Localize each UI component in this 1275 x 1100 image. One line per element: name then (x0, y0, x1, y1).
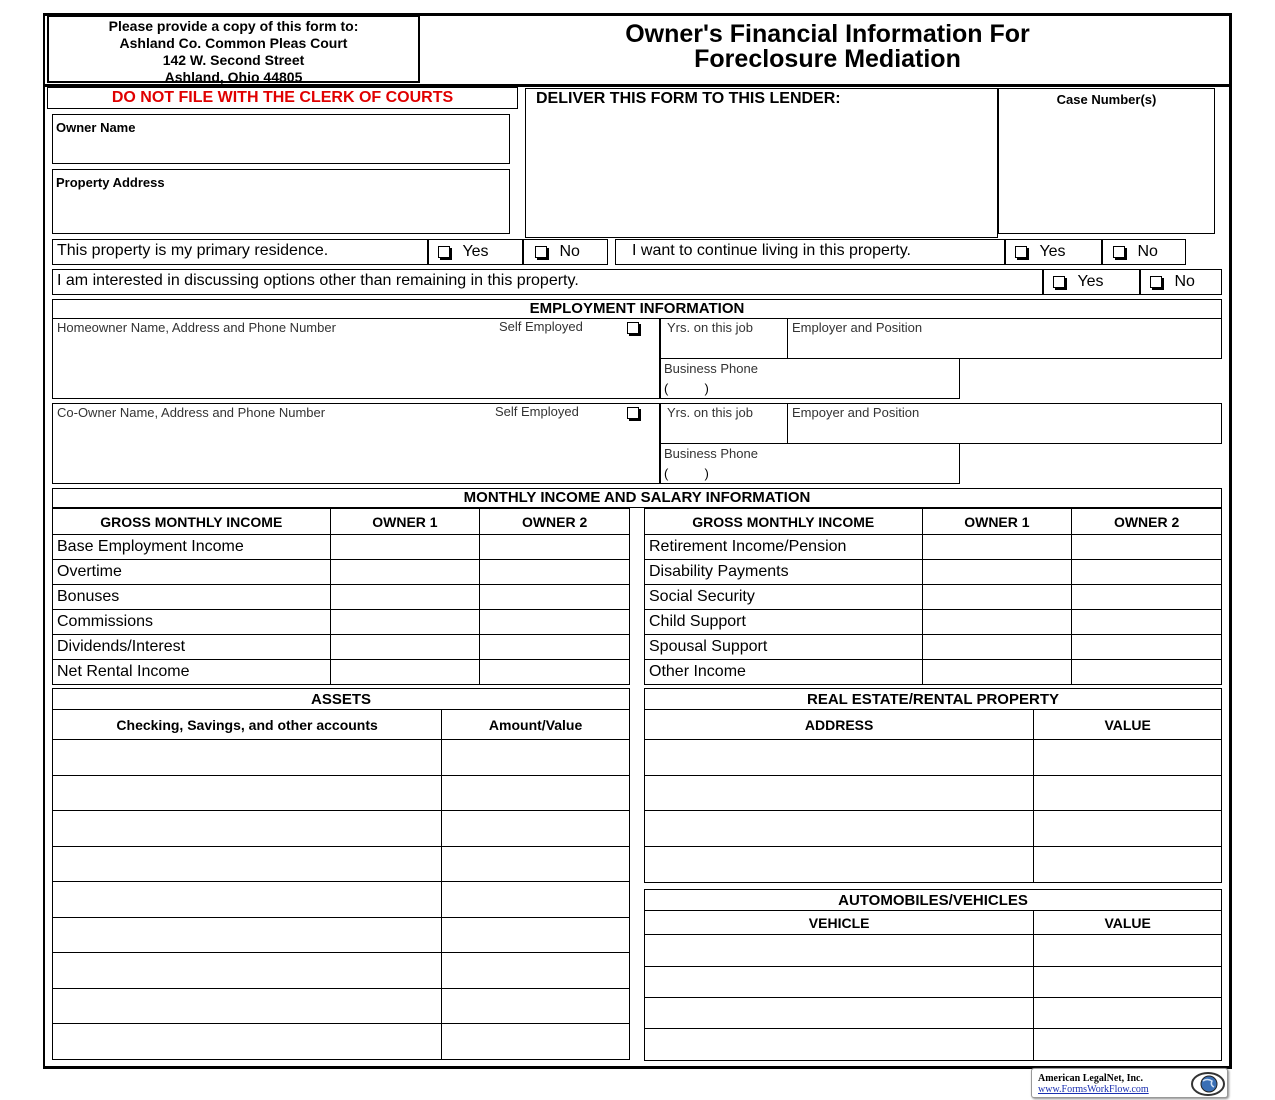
asset-amount-cell[interactable] (442, 847, 630, 882)
checkbox-icon[interactable] (1015, 246, 1027, 258)
income-row-label: Spousal Support (645, 635, 923, 660)
owner2-cell[interactable] (480, 560, 630, 585)
case-number-field[interactable] (998, 88, 1215, 234)
asset-account-cell[interactable] (53, 1024, 442, 1060)
checkbox-icon[interactable] (535, 246, 547, 258)
vehicle-cell[interactable] (645, 1029, 1034, 1061)
asset-account-cell[interactable] (53, 776, 442, 811)
asset-amount-cell[interactable] (442, 1024, 630, 1060)
asset-amount-cell[interactable] (442, 918, 630, 953)
owner1-cell[interactable] (330, 635, 480, 660)
owner1-cell[interactable] (922, 585, 1072, 610)
primary-residence-question (52, 239, 428, 265)
asset-account-cell[interactable] (53, 882, 442, 918)
coowner-info-field[interactable] (52, 403, 660, 484)
owner2-cell[interactable] (480, 535, 630, 560)
self-employed-checkbox[interactable] (627, 322, 639, 334)
income-table-right (644, 508, 1222, 685)
coowner-yrs-field[interactable]: Yrs. on this job (660, 403, 788, 444)
income-row-label: Dividends/Interest (53, 635, 331, 660)
homeowner-business-phone-field[interactable]: Business Phone ( ) (660, 358, 960, 399)
owner2-cell[interactable] (480, 635, 630, 660)
col-value: VALUE (1034, 710, 1222, 740)
assets-header: ASSETS (53, 689, 630, 710)
income-row-label: Retirement Income/Pension (645, 535, 923, 560)
asset-amount-cell[interactable] (442, 740, 630, 776)
property-address-cell[interactable] (645, 811, 1034, 847)
asset-account-cell[interactable] (53, 811, 442, 847)
vehicle-value-cell[interactable] (1034, 967, 1222, 998)
income-row-label: Overtime (53, 560, 331, 585)
asset-account-cell[interactable] (53, 740, 442, 776)
vehicle-value-cell[interactable] (1034, 935, 1222, 967)
col-gross-income: GROSS MONTHLY INCOME (53, 509, 331, 535)
form-title (425, 22, 1230, 72)
asset-account-cell[interactable] (53, 989, 442, 1024)
homeowner-yrs-field[interactable]: Yrs. on this job (660, 318, 788, 359)
income-table-left (52, 508, 630, 685)
homeowner-label: Homeowner Name, Address and Phone Number (57, 320, 336, 335)
col-owner-2: OWNER 2 (480, 509, 630, 535)
vehicle-value-cell[interactable] (1034, 1029, 1222, 1061)
checkbox-icon[interactable] (1113, 246, 1125, 258)
footer-company: American LegalNet, Inc. (1038, 1073, 1143, 1084)
property-address-cell[interactable] (645, 740, 1034, 776)
homeowner-employer-field[interactable]: Employer and Position (787, 318, 1222, 359)
asset-amount-cell[interactable] (442, 811, 630, 847)
court-street: 142 W. Second Street (162, 52, 305, 68)
other-options-label: I am interested in discussing options other than remaining in this property. (57, 272, 579, 289)
asset-account-cell[interactable] (53, 918, 442, 953)
owner1-cell[interactable] (330, 560, 480, 585)
coowner-label: Co-Owner Name, Address and Phone Number (57, 405, 326, 420)
title-line-1: Owner's Financial Information For (625, 20, 1030, 48)
owner1-cell[interactable] (922, 610, 1072, 635)
col-address: ADDRESS (645, 710, 1034, 740)
asset-amount-cell[interactable] (442, 882, 630, 918)
homeowner-info-field[interactable] (52, 318, 660, 399)
coowner-employer-field[interactable]: Empoyer and Position (787, 403, 1222, 444)
assets-table (52, 688, 630, 1060)
self-employed-checkbox[interactable] (627, 407, 639, 419)
owner1-cell[interactable] (330, 610, 480, 635)
income-row-label: Child Support (645, 610, 923, 635)
primary-residence-yes[interactable]: Yes (428, 239, 523, 265)
asset-amount-cell[interactable] (442, 989, 630, 1024)
income-row-label: Disability Payments (645, 560, 923, 585)
asset-amount-cell[interactable] (442, 776, 630, 811)
income-row-label: Other Income (645, 660, 923, 685)
continue-living-no[interactable]: No (1102, 239, 1186, 265)
owner2-cell[interactable] (480, 610, 630, 635)
property-address-label: Property Address (56, 175, 165, 190)
employment-header: EMPLOYMENT INFORMATION (52, 299, 1222, 319)
property-address-cell[interactable] (645, 776, 1034, 811)
income-header: MONTHLY INCOME AND SALARY INFORMATION (52, 488, 1222, 508)
lender-field[interactable] (525, 88, 998, 238)
property-address-cell[interactable] (645, 847, 1034, 883)
checkbox-icon[interactable] (1053, 276, 1065, 288)
owner1-cell[interactable] (330, 660, 480, 685)
income-row-label: Social Security (645, 585, 923, 610)
owner-name-field[interactable] (52, 114, 510, 164)
income-row-label: Net Rental Income (53, 660, 331, 685)
owner2-cell[interactable] (1072, 585, 1222, 610)
owner2-cell[interactable] (480, 660, 630, 685)
vehicle-cell[interactable] (645, 935, 1034, 967)
self-employed-label: Self Employed (499, 319, 583, 334)
continue-living-yes[interactable]: Yes (1005, 239, 1102, 265)
vehicles-table (644, 889, 1222, 1061)
asset-amount-cell[interactable] (442, 953, 630, 989)
checkbox-icon[interactable] (1150, 276, 1162, 288)
court-city: Ashland, Ohio 44805 (164, 69, 303, 85)
court-address-box (47, 15, 420, 83)
col-amount-value: Amount/Value (442, 710, 630, 740)
property-value-cell[interactable] (1034, 776, 1222, 811)
asset-account-cell[interactable] (53, 953, 442, 989)
col-gross-income: GROSS MONTHLY INCOME (645, 509, 923, 535)
owner1-cell[interactable] (922, 560, 1072, 585)
vehicle-cell[interactable] (645, 998, 1034, 1029)
owner2-cell[interactable] (480, 585, 630, 610)
footer-url[interactable]: www.FormsWorkFlow.com (1038, 1084, 1149, 1095)
globe-icon (1190, 1071, 1226, 1097)
income-row-label: Bonuses (53, 585, 331, 610)
income-row-label: Base Employment Income (53, 535, 331, 560)
col-owner-1: OWNER 1 (330, 509, 480, 535)
property-value-cell[interactable] (1034, 740, 1222, 776)
owner2-cell[interactable] (1072, 635, 1222, 660)
owner1-cell[interactable] (330, 585, 480, 610)
owner1-cell[interactable] (922, 535, 1072, 560)
owner2-cell[interactable] (1072, 560, 1222, 585)
col-owner-2: OWNER 2 (1072, 509, 1222, 535)
vehicles-header: AUTOMOBILES/VEHICLES (645, 890, 1222, 911)
col-vehicle: VEHICLE (645, 911, 1034, 935)
real-estate-header: REAL ESTATE/RENTAL PROPERTY (645, 689, 1222, 710)
other-options-yes[interactable]: Yes (1043, 269, 1140, 295)
col-owner-1: OWNER 1 (922, 509, 1072, 535)
owner2-cell[interactable] (1072, 535, 1222, 560)
coowner-business-phone-field[interactable]: Business Phone ( ) (660, 443, 960, 484)
vehicle-cell[interactable] (645, 967, 1034, 998)
title-line-2: Foreclosure Mediation (694, 45, 961, 73)
court-name: Ashland Co. Common Pleas Court (119, 35, 348, 51)
self-employed-label: Self Employed (495, 404, 579, 419)
owner2-cell[interactable] (1072, 660, 1222, 685)
do-not-file-warning: DO NOT FILE WITH THE CLERK OF COURTS (47, 87, 518, 109)
col-accounts: Checking, Savings, and other accounts (53, 710, 442, 740)
property-address-field[interactable] (52, 169, 510, 234)
other-options-question (52, 269, 1043, 295)
owner2-cell[interactable] (1072, 610, 1222, 635)
property-value-cell[interactable] (1034, 811, 1222, 847)
continue-living-question (615, 239, 1005, 265)
footer-logo[interactable] (1031, 1068, 1228, 1098)
checkbox-icon[interactable] (438, 246, 450, 258)
vehicle-value-cell[interactable] (1034, 998, 1222, 1029)
case-number-label: Case Number(s) (1056, 92, 1157, 107)
asset-account-cell[interactable] (53, 847, 442, 882)
col-value: VALUE (1034, 911, 1222, 935)
owner1-cell[interactable] (922, 660, 1072, 685)
income-row-label: Commissions (53, 610, 331, 635)
primary-residence-label: This property is my primary residence. (57, 242, 329, 259)
owner1-cell[interactable] (922, 635, 1072, 660)
real-estate-table (644, 688, 1222, 883)
deliver-label: DELIVER THIS FORM TO THIS LENDER: (536, 90, 841, 107)
court-line-1: Please provide a copy of this form to: (108, 18, 359, 34)
owner-name-label: Owner Name (56, 120, 136, 135)
property-value-cell[interactable] (1034, 847, 1222, 883)
other-options-no[interactable]: No (1140, 269, 1222, 295)
continue-living-label: I want to continue living in this property. (632, 242, 911, 259)
primary-residence-no[interactable]: No (523, 239, 608, 265)
owner1-cell[interactable] (330, 535, 480, 560)
